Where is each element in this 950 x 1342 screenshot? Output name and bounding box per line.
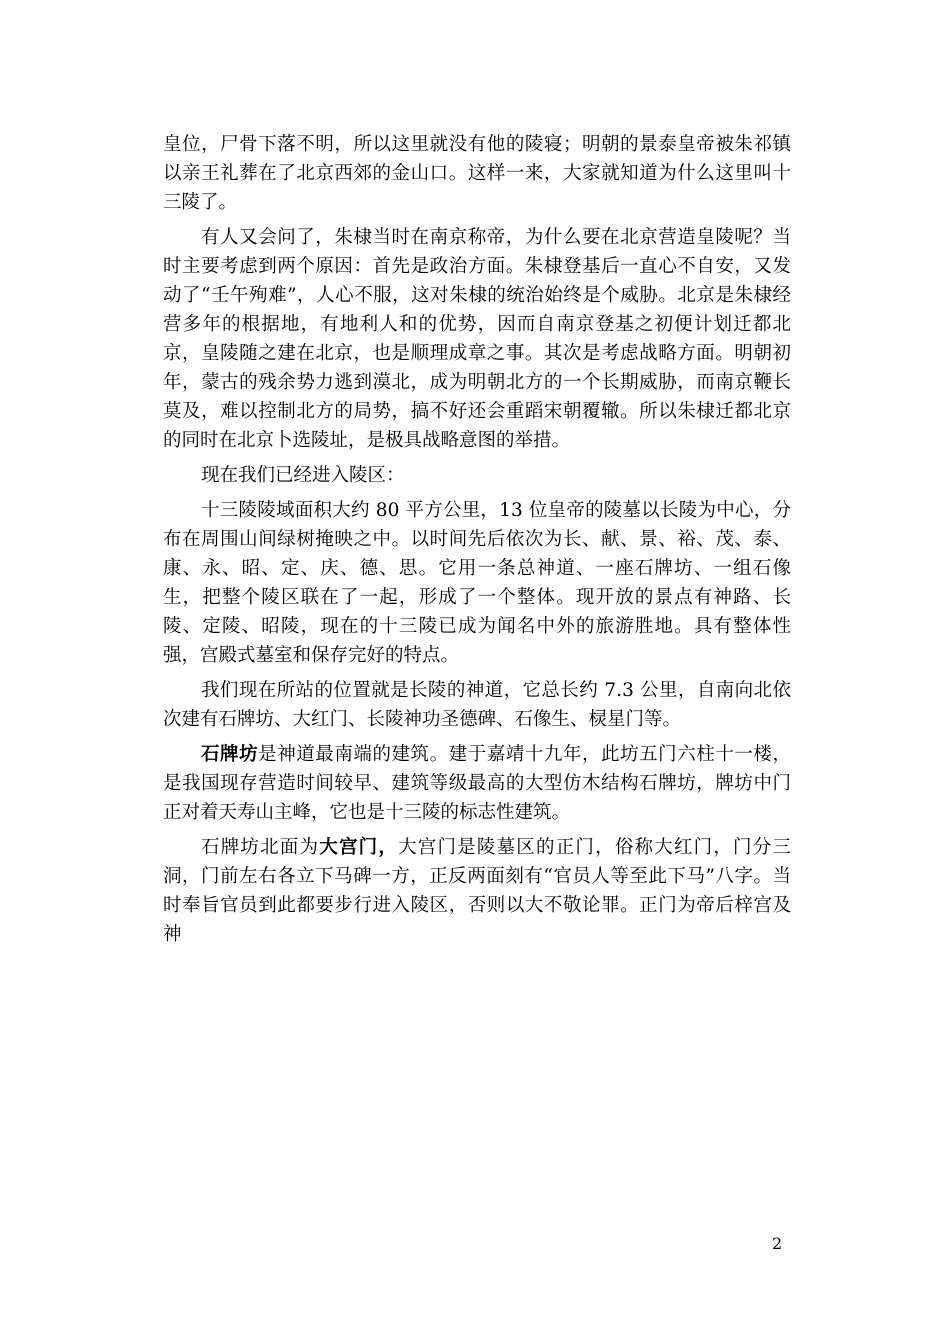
paragraph-4	[163, 496, 791, 670]
paragraph-7-prefix: 石牌坊北面为	[201, 837, 320, 858]
paragraph-3	[163, 461, 791, 490]
paragraph-4-text: 十三陵陵域面积大约 80 平方公里，13 位皇帝的陵墓以长陵为中心，分布在周围山间绿树掩映之中。以时间先后依次为长、献、景、裕、茂、泰、康、永、昭、定、庆、德、思。它用一条总神道、一座石牌坊、一组石像生，把整个陵区联在了一起，形成了一个整体。现开放的景点有神路、长陵、定陵、昭陵，现在的十三陵已成为闻名中外的旅游胜地。具有整体性强，宫殿式墓室和保存完好的特点。	[163, 500, 791, 666]
paragraph-6	[163, 740, 791, 827]
paragraph-6-text: 是神道最南端的建筑。建于嘉靖十九年，此坊五门六柱十一楼，是我国现存营造时间较早、建筑等级最高的大型仿木结构石牌坊，牌坊中门正对着天寿山主峰，它也是十三陵的标志性建筑。	[163, 744, 791, 823]
paragraph-7	[163, 833, 791, 949]
paragraph-3-text: 现在我们已经进入陵区：	[201, 465, 405, 486]
paragraph-2	[163, 223, 791, 455]
paragraph-6-bold-term: 石牌坊	[201, 744, 259, 765]
paragraph-5	[163, 676, 791, 734]
paragraph-1	[163, 130, 791, 217]
paragraph-1-text: 皇位，尸骨下落不明，所以这里就没有他的陵寝；明朝的景泰皇帝被朱祁镇以亲王礼葬在了北京西郊的金山口。这样一来，大家就知道为什么这里叫十三陵了。	[163, 134, 791, 213]
paragraph-2-text: 有人又会问了，朱棣当时在南京称帝，为什么要在北京营造皇陵呢？当时主要考虑到两个原因：首先是政治方面。朱棣登基后一直心不自安，又发动了“壬午殉难”，人心不服，这对朱棣的统治始终是个威胁。北京是朱棣经营多年的根据地，有地利人和的优势，因而自南京登基之初便计划迁都北京，皇陵随之建在北京，也是顺理成章之事。其次是考虑战略方面。明朝初年，蒙古的残余势力逃到漠北，成为明朝北方的一个长期威胁，而南京鞭长莫及，难以控制北方的局势，搞不好还会重蹈宋朝覆辙。所以朱棣迁都北京的同时在北京卜选陵址，是极具战略意图的举措。	[163, 227, 791, 451]
paragraph-7-bold-term: 大宫门，	[319, 837, 399, 858]
page-number: 2	[772, 1234, 783, 1253]
paragraph-5-text: 我们现在所站的位置就是长陵的神道，它总长约 7.3 公里，自南向北依次建有石牌坊、大红门、长陵神功圣德碑、石像生、棂星门等。	[163, 680, 791, 730]
paragraph-7-text: 大宫门是陵墓区的正门，俗称大红门，门分三洞，门前左右各立下马碑一方，正反两面刻有“官员人等至此下马”八字。当时奉旨官员到此都要步行进入陵区，否则以大不敬论罪。正门为帝后梓宫及神	[163, 837, 791, 945]
body-text	[163, 130, 791, 949]
